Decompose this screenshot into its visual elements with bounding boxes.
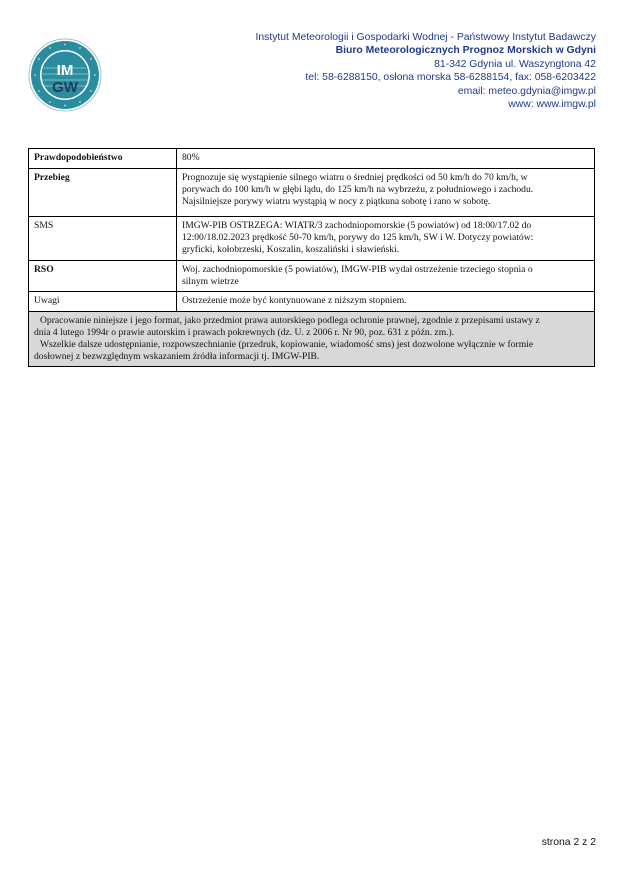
institute-header <box>196 31 596 111</box>
row-value-course: Prognozuje się wystąpienie silnego wiatru o średniej prędkości od 50 km/h do 70 km/h, w porywach do 100 km/h w głębi lądu, do 125 km/h na wybrzeżu, z południowego i zachodu. Najsilniejsze porywy wiatru wystąpią w nocy z piątkuna sobotę i rano w sobotę. <box>177 169 595 217</box>
table-row <box>29 312 595 367</box>
imgw-logo <box>28 38 102 112</box>
table-row <box>29 149 595 169</box>
office-website: www: www.imgw.pl <box>508 99 596 111</box>
row-label-remarks: Uwagi <box>29 292 177 312</box>
page-number: strona 2 z 2 <box>541 837 596 848</box>
institute-name: Instytut Meteorologii i Gospodarki Wodnej - Państwowy Instytut Badawczy <box>255 32 596 43</box>
office-address: 81-342 Gdynia ul. Waszyngtona 42 <box>434 58 596 70</box>
row-value-probability: 80% <box>177 149 595 169</box>
copyright-paragraph: Opracowanie niniejsze i jego format, jako przedmiot prawa autorskiego podlega ochronie prawnej, zgodnie z przepisami ustawy z dnia 4 lutego 1994r o prawie autorskim i prawach pokrewnych (dz. U. z 2006 r. Nr 90, poz. 631 z późn. zm.). <box>34 315 540 338</box>
warning-details-table <box>28 148 595 367</box>
row-label-course: Przebieg <box>29 169 177 217</box>
office-phones: tel: 58-6288150, osłona morska 58-6288154, fax: 058-6203422 <box>305 72 596 84</box>
row-label-rso: RSO <box>29 261 177 292</box>
row-value-remarks: Ostrzeżenie może być kontynuowane z niższym stopniem. <box>177 292 595 312</box>
table-row <box>29 292 595 312</box>
row-value-rso: Woj. zachodniopomorskie (5 powiatów), IMGW-PIB wydał ostrzeżenie trzeciego stopnia o silnym wietrze <box>177 261 595 292</box>
row-label-sms: SMS <box>29 217 177 261</box>
office-name: Biuro Meteorologicznych Prognoz Morskich w Gdyni <box>335 45 596 57</box>
copyright-notice <box>29 312 595 367</box>
office-email: email: meteo.gdynia@imgw.pl <box>457 85 596 97</box>
table-row <box>29 169 595 217</box>
row-label-probability: Prawdopodobieństwo <box>29 149 177 169</box>
row-value-sms: IMGW-PIB OSTRZEGA: WIATR/3 zachodniopomorskie (5 powiatów) od 18:00/17.02 do 12:00/18.02.2023 prędkość 50-70 km/h, porywy do 125 km/h, SW i W. Dotyczy powiatów: gryficki, kołobrzeski, Koszalin, koszaliński i sławieński. <box>177 217 595 261</box>
table-row <box>29 217 595 261</box>
logo-text-im: IM <box>56 62 74 79</box>
redistribution-paragraph: Wszelkie dalsze udostępnianie, rozpowszechnianie (przedruk, kopiowanie, wiadomość sms) jest dozwolone wyłącznie w formie dosłownej z bezwzględnym wskazaniem źródła informacji tj. IMGW-PIB. <box>34 339 534 362</box>
table-row <box>29 261 595 292</box>
logo-text-gw: GW <box>52 79 78 96</box>
